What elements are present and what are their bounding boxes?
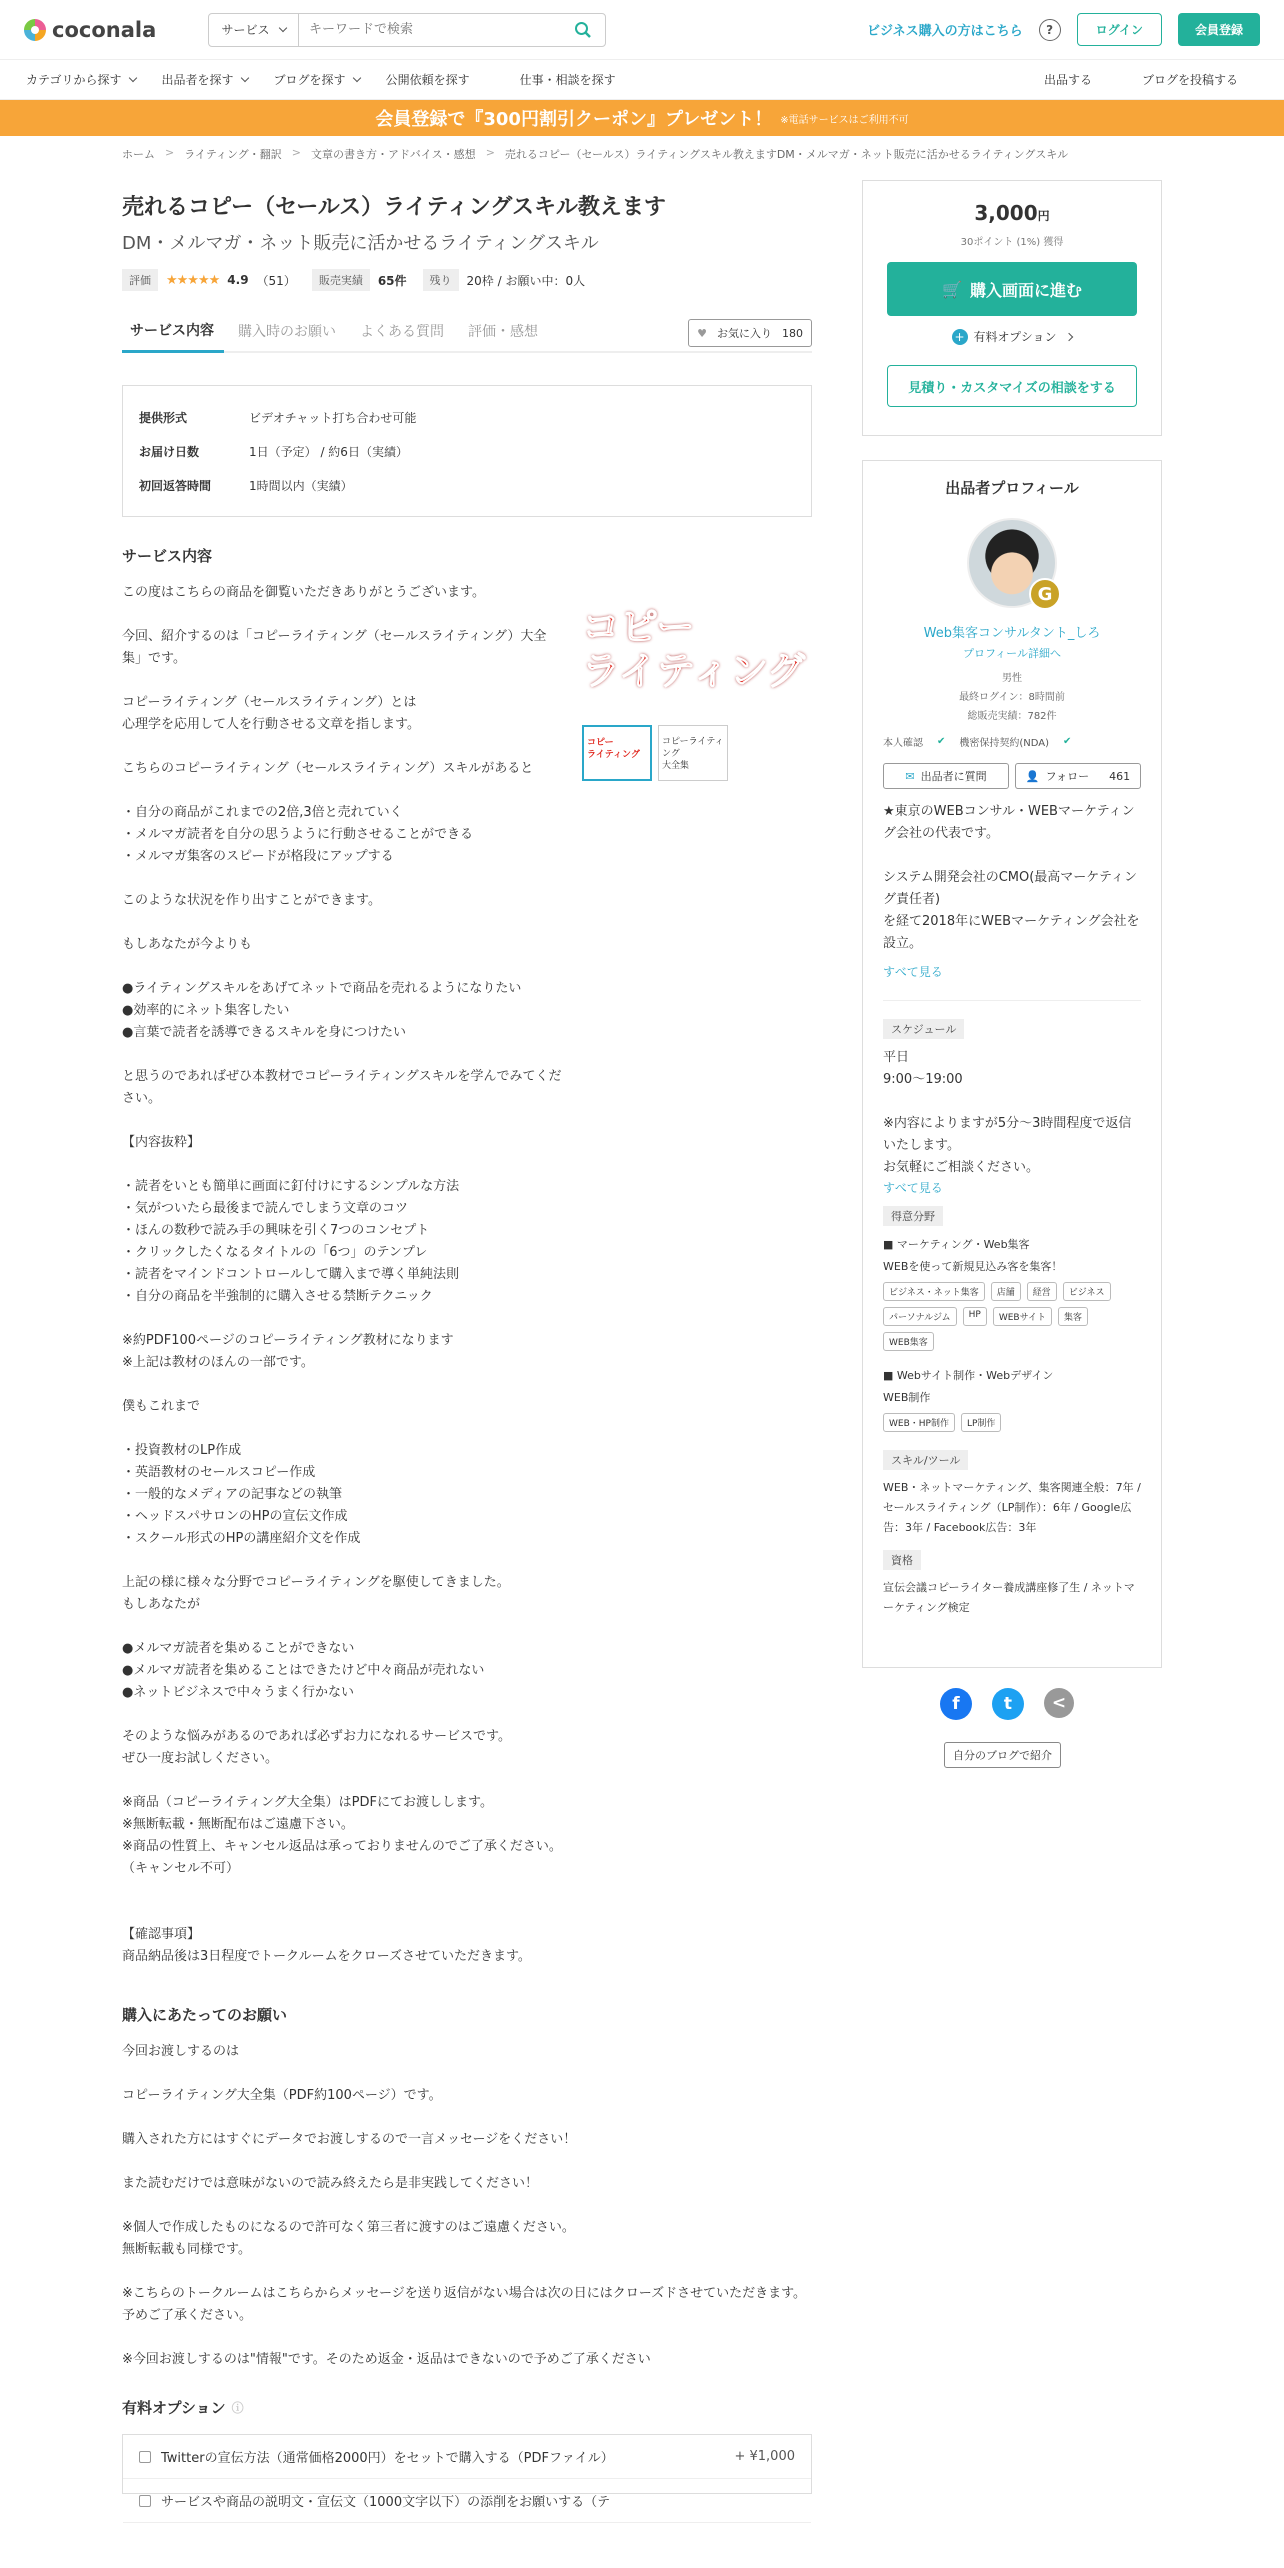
nav-category[interactable]: カテゴリから探す [26,71,136,88]
option-checkbox[interactable] [139,2451,151,2463]
breadcrumb-current: 売れるコピー（セールス）ライティングスキル教えますDM・メルマガ・ネット販売に活かせるライティングスキル [504,148,1069,161]
info-icon[interactable]: ⓘ [231,2401,244,2415]
tab-reviews[interactable]: 評価・感想 [468,324,538,340]
seller-description: ★東京のWEBコンサル・WEBマーケティング会社の代表です。 システム開発会社のCMO(最高マーケティング責任者) を経て2018年にWEBマーケティング会社を設立。 [883,804,1140,951]
favorite-button[interactable]: ♥ お気に入り 180 [688,319,812,347]
seller-name[interactable]: Web集客コンサルタント_しろ [923,626,1101,641]
nav-sellers[interactable]: 出品者を探す [162,71,248,88]
promo-banner[interactable]: 会員登録で『300円割引クーポン』プレゼント！ ※電話サービスはご利用不可 [0,100,1284,136]
content-heading: サービス内容 [122,547,213,565]
breadcrumb-item[interactable]: ライティング・翻訳 [184,148,282,161]
global-nav [0,60,1284,100]
main-content [122,190,812,2510]
search-button[interactable] [561,14,605,46]
nav-blogs[interactable]: ブログを探す [274,71,360,88]
show-more-link[interactable]: すべて見る [883,965,943,979]
user-plus-icon: 👤 [1025,769,1040,783]
chevron-down-icon [128,73,136,81]
question-button[interactable]: ✉ 出品者に質問 [883,763,1009,789]
cert-text: 宣伝会議コピーライター養成講座修了生 / ネットマーケティング検定 [883,1581,1135,1614]
points: 30ポイント (1%) 獲得 [960,237,1064,248]
price: 3,000円 [974,201,1050,225]
breadcrumb-item[interactable]: 文章の書き方・アドバイス・感想 [311,148,476,161]
breadcrumb-item[interactable]: ホーム [122,148,155,161]
nav-post-blog[interactable]: ブログを投稿する [1141,73,1238,87]
share-buttons [940,1688,1074,1720]
nav-requests[interactable]: 公開依頼を探す [385,73,470,87]
chevron-down-icon [278,23,286,31]
chip[interactable]: WEBサイト [993,1307,1052,1326]
twitter-icon[interactable]: t [992,1688,1024,1720]
login-button[interactable]: ログイン [1077,13,1162,46]
search-input[interactable] [299,14,561,46]
heart-icon: ♥ [697,326,707,340]
info-row: お届け日数 1日（予定） / 約6日（実績） [139,444,408,459]
service-info-table [122,385,812,517]
thumbnail[interactable]: コピーライティング 大全集 [658,725,728,781]
chip[interactable]: ビジネス・ネット集客 [883,1282,985,1301]
mail-icon: ✉ [905,769,915,783]
tab-faq[interactable]: よくある質問 [360,324,444,340]
review-count[interactable]: （51） [256,273,296,288]
breadcrumb: ホーム > ライティング・翻訳 > 文章の書き方・アドバイス・感想 > 売れるコピー（セールス）ライティングスキル教えますDM・メルマガ・ネット販売に活かせるライティングスキル [122,146,1069,161]
chip[interactable]: WEB集客 [883,1332,934,1351]
image-thumbnails [582,725,728,781]
follow-button[interactable]: 👤 フォロー 461 [1015,763,1141,789]
logo[interactable]: coconala [24,18,184,42]
logo-icon [24,19,46,41]
request-text: 今回お渡しするのは コピーライティング大全集（PDF約100ページ）です。 購入された方にはすぐにデータでお渡しするので一言メッセージをください！ また読むだけでは意味がないので読み終えたら是非実践してください！ ※個人で作成したものになるので許可なく第三者に渡すのはご遠慮ください。 無断転載も同様です。 ※こちらのトークルームはこちらからメッセージを送り返信がない場合は次の日にはクローズドさせていただきます。予めご了承ください。 ※今回お渡しするのは"情報"です。そのため返金・返品はできないので予めご了承ください [122,2044,807,2367]
chip[interactable]: 店舗 [991,1282,1021,1301]
plus-icon: + [952,329,968,345]
help-icon[interactable]: ? [1039,19,1061,41]
purchase-box [862,180,1162,436]
service-description: この度はこちらの商品を御覧いただきありがとうございます。 今回、紹介するのは「コピーライティング（セールスライティング）大全集」です。 コピーライティング（セールスライティング）とは 心理学を応用して人を行動させる文章を指します。 こちらのコピーライティング（セールスライティング）スキルがあると ・自分の商品がこれまでの2倍,3倍と売れていく ・メルマガ読者を自分の思うように行動させることができる ・メルマガ集客のスピードが格段にアップする このような状況を作り出すことができます。 もしあなたが今よりも ●ライティングスキルをあげてネットで商品を売れるようになりたい ●効率的にネット集客したい ●言葉で読者を誘導できるスキルを身につけたい と思うのであればぜひ本教材でコピーライティングスキルを学んでみてください。 【内容抜粋】 ・読者をいとも簡単に画面に釘付けにするシンプルな方法 ・気がついたら最後まで読んでしまう文章のコツ ・ほんの数秒で読み手の興味を引く7つのコンセプト ・クリックしたくなるタイトルの「6つ」のテンプレ ・読者をマインドコントロールして購入まで導く単純法則 ・自分の商品を半強制的に購入させる禁断テクニック ※約PDF100ページのコピーライティング教材になります ※上記は教材のほんの一部です。 僕もこれまで ・投資教材のLP作成 ・英語教材のセールスコピー作成 ・一般的なメディアの記事などの執筆 ・ヘッドスパサロンのHPの宣伝文作成 ・スクール形式のHPの講座紹介文を作成 上記の様に様々な分野でコピーライティングを駆使してきました。 もしあなたが ●メルマガ読者を集めることができない ●メルマガ読者を集めることはできたけど中々商品が売れない ●ネットビジネスで中々うまく行かない そのような悩みがあるのであれば必ずお力になれるサービスです。 ぜひ一度お試しください。 ※商品（コピーライティング大全集）はPDFにてお渡しします。 ※無断転載・無断配布はご遠慮下さい。 ※商品の性質上、キャンセル返品は承っておりませんのでご了承ください。（キャンセル不可） 【確認事項】 商品納品後は3日程度でトークルームをクローズさせていただきます。 [122,585,562,1964]
chevron-right-icon [1065,332,1073,340]
chevron-down-icon [240,73,248,81]
chevron-down-icon [352,73,360,81]
options-heading: 有料オプション ⓘ [122,2399,244,2417]
tab-bar [122,313,812,353]
service-title: 売れるコピー（セールス）ライティングスキル教えます [122,195,666,220]
blog-intro-button[interactable]: 自分のブログで紹介 [944,1742,1061,1768]
paid-option-link[interactable]: + 有料オプション [887,328,1137,345]
service-stats: 評価 ★★★★★ 4.9 （51） 販売実績 65件 残り 20枠 / お願い中：0人 [122,269,812,291]
skill-chips [883,1282,1141,1351]
options-list [122,2434,812,2510]
facebook-icon[interactable]: f [940,1688,972,1720]
check-icon: ✔ [937,736,946,747]
chip[interactable]: LP制作 [961,1413,1001,1432]
thumbnail[interactable]: コピー ライティング [582,725,652,781]
seller-profile: 出品者プロフィール G Web集客コンサルタント_しろ プロフィール詳細へ 男性 最終ログイン：8時間前 総販売実績：782件 本人確認 ✔ 機密保持契約(NDA) ✔ ✉ 出品者に質問 👤 フォロー 461 ★東京のWEBコンサル・WEBマーケティング会社の代表です。 システム開発会社のCMO(最高マーケティング責任者) を経て2018年にWEBマーケティング会社を設立。 すべて見る スケジュール 平日 9:00〜19:00 ※内容によりますが5分〜3時間程度で返信いたします。 お気軽にご相談ください。 すべて見る 得意分野 ■ マーケティング・Web集客 WEBを使って新規見込み客を集客！ ビジネス・ネット集客 店舗 経営 ビジネス パーソナルジム HP WEBサイト 集客 WEB集客 ■ Webサイト制作・Webデザイン WEB制作 WEB・HP制作 LP制作 スキル/ツール WEB・ネットマーケティング、集客関連全般：7年 / セールスライティング（LP制作）：6年 / Google広告：3年 / Facebook広告：3年 資格 宣伝会議コピーライター養成講座修了生 / ネットマーケティング検定 [862,460,1162,1668]
purchase-button[interactable]: 🛒 購入画面に進む [887,262,1137,316]
option-row[interactable]: サービスや商品の説明文・宣伝文（1000文字以下）の添削をお願いする（テ [123,2479,811,2523]
search-icon [574,21,592,39]
check-icon: ✔ [1063,736,1072,747]
info-row: 提供形式 ビデオチャット打ち合わせ可能 [139,410,417,425]
chip[interactable]: HP [963,1307,987,1326]
hero-image[interactable]: コピー ライティング [582,605,806,693]
skills-text: WEB・ネットマーケティング、集客関連全般：7年 / セールスライティング（LP制作）：6年 / Google広告：3年 / Facebook広告：3年 [883,1481,1141,1534]
star-rating: ★★★★★ [166,272,220,288]
chip[interactable]: パーソナルジム [883,1307,957,1326]
search-bar [208,13,606,47]
request-heading: 購入にあたってのお願い [122,2006,288,2024]
avatar[interactable] [967,518,1057,608]
service-subtitle: DM・メルマガ・ネット販売に活かせるライティングスキル [122,233,599,254]
verification: 本人確認 ✔ 機密保持契約(NDA) ✔ [883,736,1072,749]
chip[interactable]: 集客 [1058,1307,1088,1326]
option-row[interactable]: Twitterの宣伝方法（通常価格2000円）をセットで購入する（PDFファイル） + ¥1,000 [123,2435,811,2479]
chip[interactable]: 経営 [1027,1282,1057,1301]
rank-badge: G [1029,578,1061,610]
consult-button[interactable]: 見積り・カスタマイズの相談をする [887,365,1137,407]
service-body [122,545,812,1968]
cart-icon: 🛒 [942,279,962,299]
chip[interactable]: WEB・HP制作 [883,1413,955,1432]
nav-sell[interactable]: 出品する [1043,73,1092,87]
schedule: 平日 9:00〜19:00 ※内容によりますが5分〜3時間程度で返信いたします。 お気軽にご相談ください。 [883,1050,1132,1175]
business-link[interactable]: ビジネス購入の方はこちら [866,24,1023,39]
option-checkbox[interactable] [139,2495,151,2507]
profile-detail-link[interactable]: プロフィール詳細へ [963,647,1061,660]
chip[interactable]: ビジネス [1063,1282,1111,1301]
info-row: 初回返答時間 1時間以内（実績） [139,478,353,493]
share-icon[interactable]: < [1044,1688,1074,1718]
show-more-link[interactable]: すべて見る [883,1181,943,1195]
tab-purchase-request[interactable]: 購入時のお願い [238,324,336,340]
register-button[interactable]: 会員登録 [1178,13,1260,46]
nav-jobs[interactable]: 仕事・相談を探す [519,73,616,87]
tab-service-content[interactable]: サービス内容 [122,320,224,353]
search-category-select[interactable]: サービス [209,14,299,46]
header [0,0,1284,60]
